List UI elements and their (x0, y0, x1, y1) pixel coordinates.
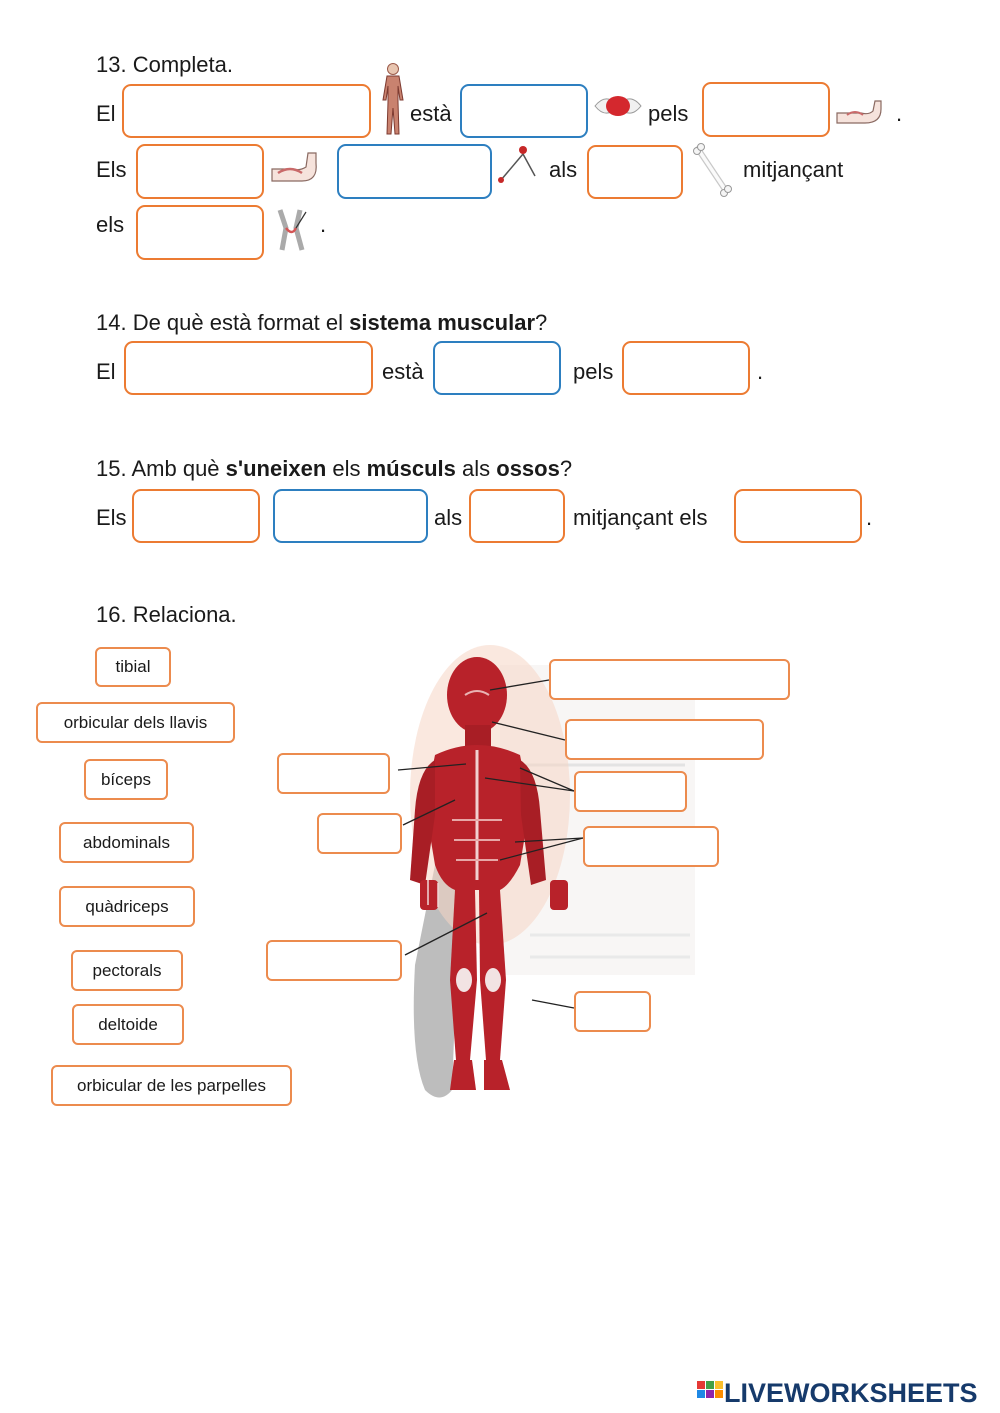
q13-word-els-2: els (96, 212, 125, 237)
word-card-abdominals[interactable]: abdominals (59, 822, 194, 863)
diagram-answer-1[interactable] (549, 659, 790, 700)
word-card-pectorals[interactable]: pectorals (71, 950, 183, 991)
q13-row1-period: . (896, 101, 903, 126)
diagram-answer-7[interactable] (266, 940, 402, 981)
q13-word-els: Els (96, 157, 127, 182)
diagram-answer-2[interactable] (565, 719, 764, 760)
q13-title: 13. Completa. (96, 52, 233, 77)
liveworksheets-logo-icon (697, 1381, 723, 1405)
word-card-quadriceps[interactable]: quàdriceps (59, 886, 195, 927)
q14-title: 14. De què està format el sistema muscular? (96, 310, 548, 335)
word-card-deltoide[interactable]: deltoide (72, 1004, 184, 1045)
q15-word-als: als (434, 505, 463, 530)
q13-row3-period: . (320, 212, 327, 237)
diagram-answer-6[interactable] (583, 826, 719, 867)
word-card-orbicular-parpelles[interactable]: orbicular de les parpelles (51, 1065, 292, 1106)
diagram-answer-8[interactable] (574, 991, 651, 1032)
q13-word-als: als (549, 157, 578, 182)
word-card-biceps[interactable]: bíceps (84, 759, 168, 800)
diagram-answer-3[interactable] (277, 753, 390, 794)
q14-word-el: El (96, 359, 116, 384)
q14-word-pels: pels (573, 359, 614, 384)
q13-word-esta: està (410, 101, 452, 126)
q15-word-els: Els (96, 505, 127, 530)
liveworksheets-brand: LIVEWORKSHEETS (724, 1378, 978, 1408)
word-card-tibial[interactable]: tibial (95, 647, 171, 687)
word-card-orbicular-llavis[interactable]: orbicular dels llavis (36, 702, 235, 743)
q15-word-mitjancant-els: mitjançant els (573, 505, 708, 530)
q13-word-pels: pels (648, 101, 689, 126)
q14-period: . (757, 359, 764, 384)
q13-word-mitjancant: mitjançant (743, 157, 844, 182)
diagram-answer-5[interactable] (317, 813, 402, 854)
q13-word-el: El (96, 101, 116, 126)
q15-title: 15. Amb què s'uneixen els músculs als ossos? (96, 456, 573, 481)
diagram-answer-4[interactable] (574, 771, 687, 812)
q16-title: 16. Relaciona. (96, 602, 237, 627)
q15-period: . (866, 505, 873, 530)
q14-word-esta: està (382, 359, 424, 384)
